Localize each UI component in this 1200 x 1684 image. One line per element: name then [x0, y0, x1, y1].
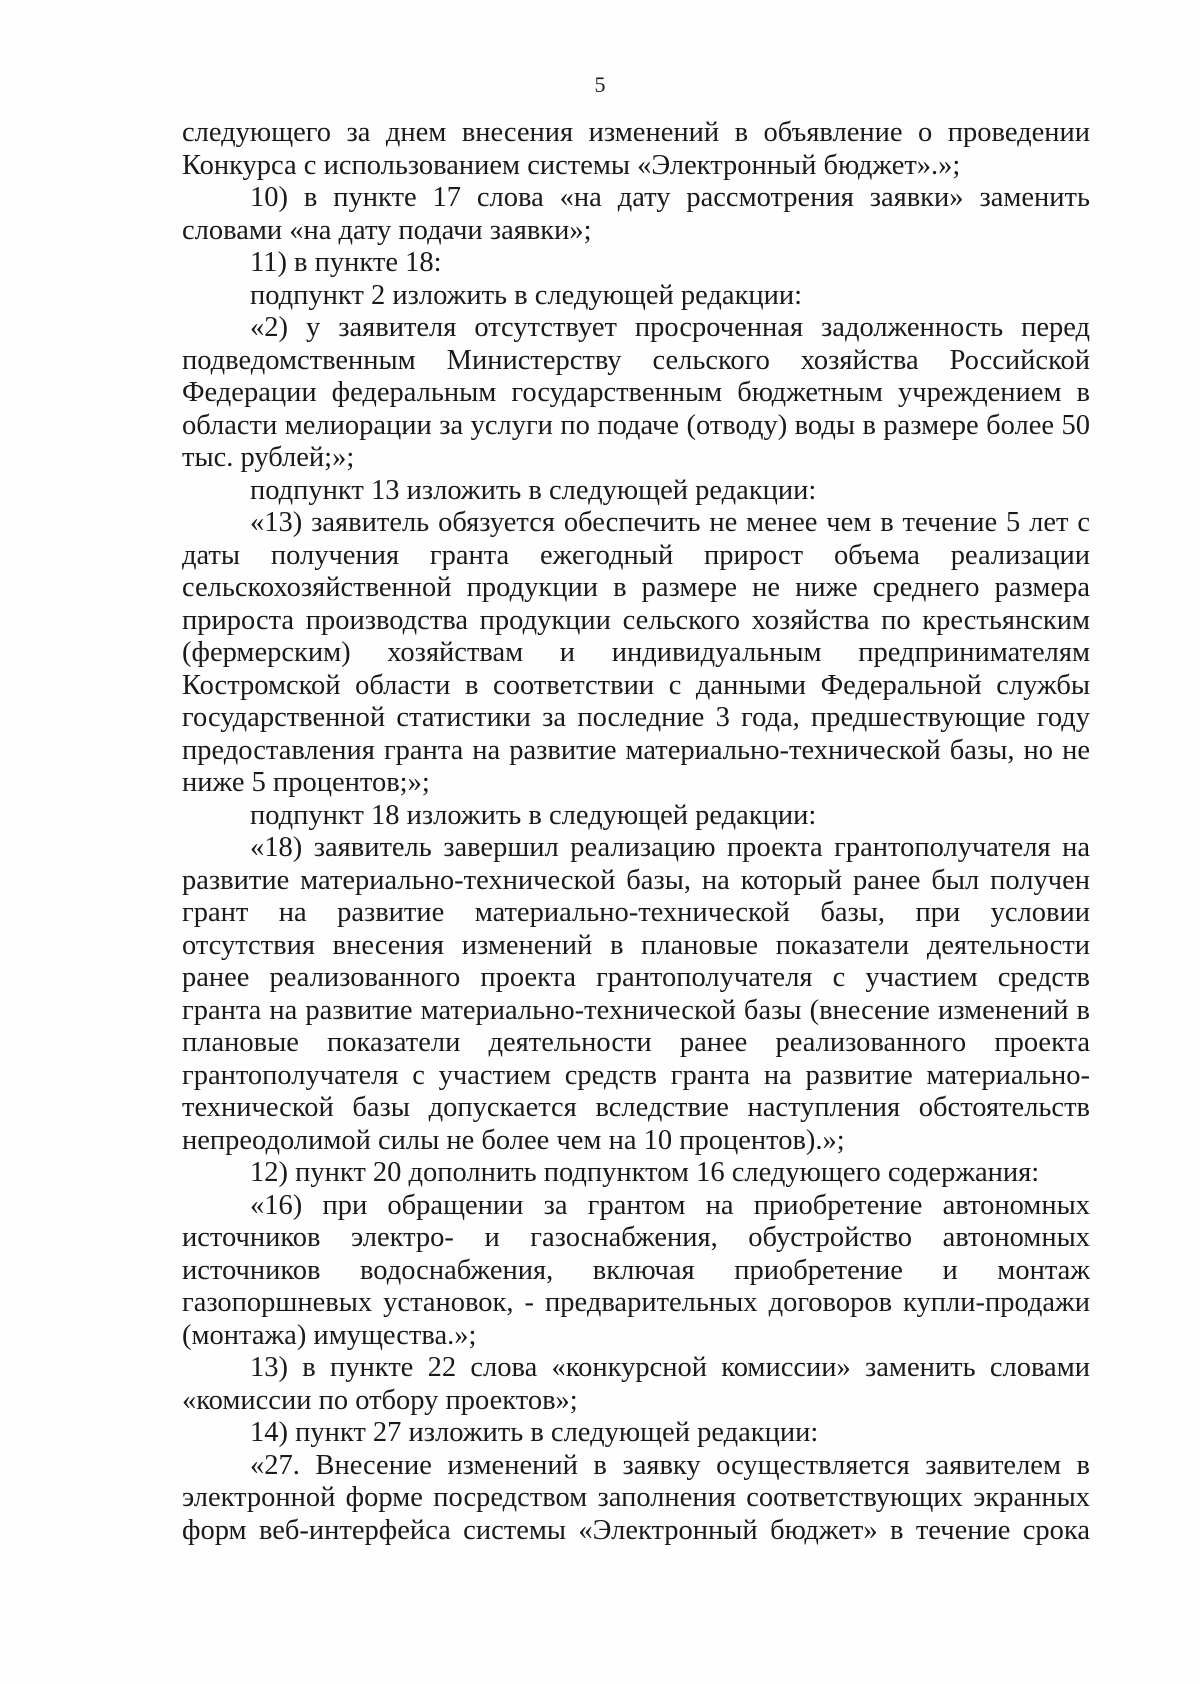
paragraph: «16) при обращении за грантом на приобретение автономных источников электро- и газоснабжения, обустройство автономных источников водоснабжения, включая приобретение и монтаж газопоршневых установок, - предварительных договоров купли-продажи (монтажа) имущества.»; [182, 1189, 1090, 1351]
paragraph: «27. Внесение изменений в заявку осуществляется заявителем в электронной форме посредством заполнения соответствующих экранных форм веб-интерфейса системы «Электронный бюджет» в течение срока [182, 1449, 1090, 1546]
paragraph: 10) в пункте 17 слова «на дату рассмотрения заявки» заменить словами «на дату подачи заявки»; [182, 182, 1090, 246]
paragraph: подпункт 18 изложить в следующей редакции: [250, 799, 817, 831]
document-body [182, 117, 1090, 1547]
paragraph: 14) пункт 27 изложить в следующей редакции: [250, 1417, 819, 1448]
paragraph: «13) заявитель обязуется обеспечить не менее чем в течение 5 лет с даты получения гранта ежегодный прирост объема реализации сельскохозяйственной продукции в размере не ниже среднего размера прироста производства продукции сельского хозяйства по крестьянским (фермерским) хозяйствам и индивидуальным предпринимателям Костромской области в соответствии с данными Федеральной службы государственной статистики за последние 3 года, предшествующие году предоставления гранта на развитие материально-технической базы, но не ниже 5 процентов;»; [182, 507, 1090, 798]
page-number: 5 [594, 72, 606, 97]
paragraph: «2) у заявителя отсутствует просроченная задолженность перед подведомственным Министерству сельского хозяйства Российской Федерации федеральным государственным бюджетным учреждением в области мелиорации за услуги по подаче (отводу) воды в размере более 50 тыс. рублей;»; [182, 312, 1090, 473]
paragraph: 11) в пункте 18: [250, 247, 442, 278]
paragraph: 13) в пункте 22 слова «конкурсной комиссии» заменить словами «комиссии по отбору проектов»; [182, 1352, 1090, 1416]
paragraph: «18) заявитель завершил реализацию проекта грантополучателя на развитие материально-технической базы, на который ранее был получен грант на развитие материально-технической базы, при условии отсутствия внесения изменений в плановые показатели деятельности ранее реализованного проекта грантополучателя с участием средств гранта на развитие материально-технической базы (внесение изменений в плановые показатели деятельности ранее реализованного проекта грантополучателя с участием средств гранта на развитие материально-технической базы допускается вследствие наступления обстоятельств непреодолимой силы не более чем на 10 процентов).»; [182, 832, 1090, 1156]
paragraph: следующего за днем внесения изменений в объявление о проведении Конкурса с использованием системы «Электронный бюджет».»; [182, 117, 1090, 181]
paragraph: подпункт 13 изложить в следующей редакции: [250, 474, 817, 506]
paragraph: подпункт 2 изложить в следующей редакции: [250, 279, 803, 311]
paragraph: 12) пункт 20 дополнить подпунктом 16 следующего содержания: [250, 1157, 1040, 1188]
